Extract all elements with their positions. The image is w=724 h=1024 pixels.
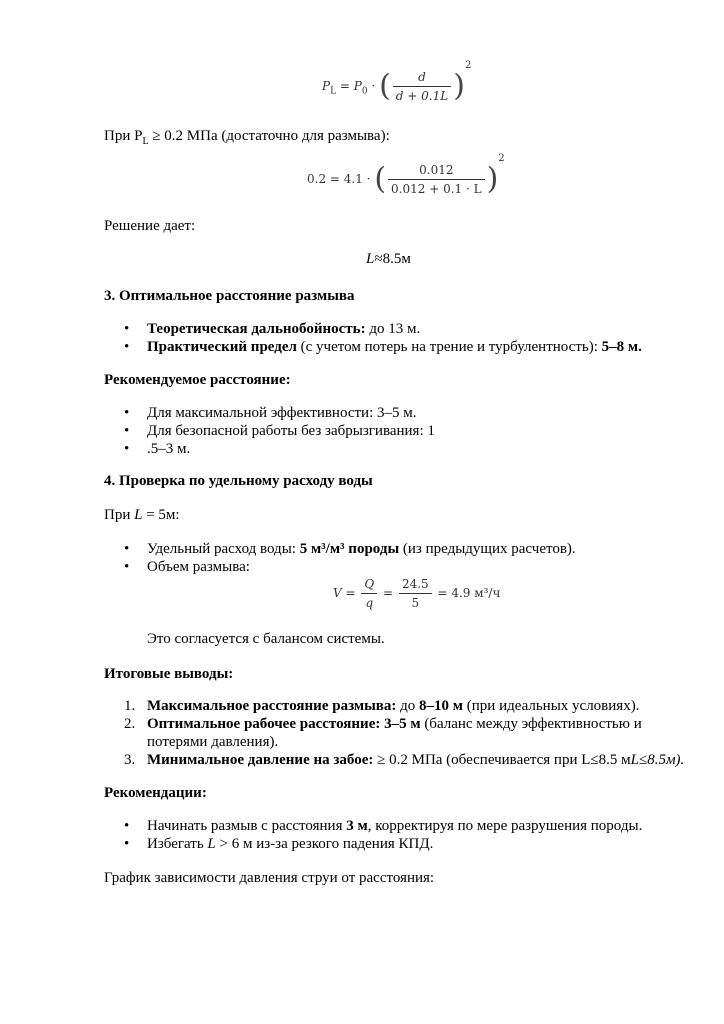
solution-label: Решение дает: [104, 218, 196, 234]
item-number: 1. [124, 698, 136, 714]
fraction-denominator: d + 0.1L [395, 89, 449, 103]
fraction-numerator: 0.012 [388, 163, 485, 180]
list-item [124, 715, 684, 733]
solution-result [366, 251, 411, 268]
item-tail: L≤8.5м). [630, 752, 685, 768]
fraction-numerator: d [393, 70, 451, 87]
item-number: 3. [124, 752, 136, 768]
item-text: Объем размыва: [147, 559, 250, 575]
formula-lhs: V = [333, 586, 356, 600]
item-bold: Практический предел [147, 339, 297, 355]
list-item [124, 404, 435, 422]
section-heading-optimal-distance: 3. Оптимальное расстояние размыва [104, 288, 355, 304]
formula-eq: = [339, 79, 350, 93]
item-text: Для безопасной работы без забрызгивания: 1 [147, 423, 435, 439]
item-text: Для максимальной эффективности: 3–5 м. [147, 405, 417, 421]
conclusions-list [124, 697, 685, 769]
recommended-distance-heading: Рекомендуемое расстояние: [104, 372, 291, 388]
list-item [124, 440, 435, 458]
item-tail: (при идеальных условиях). [463, 698, 640, 714]
list-item [124, 835, 642, 853]
list-item [124, 817, 643, 835]
optimal-distance-list [124, 320, 642, 356]
conclusions-heading: Итоговые выводы: [104, 666, 234, 682]
item-bold: Теоретическая дальнобойность: [147, 321, 366, 337]
formula-pressure-decay [322, 60, 472, 104]
text-var: L [134, 507, 143, 523]
list-item [124, 422, 435, 440]
left-paren: ( [379, 68, 391, 104]
formula-sub: 0 [361, 86, 368, 97]
item-text: , корректируя по мере разрушения породы. [367, 818, 643, 834]
item-number: 2. [124, 716, 136, 732]
formula-eq: = [383, 586, 394, 600]
formula-exponent: 2 [498, 153, 505, 164]
item-bold: Оптимальное рабочее расстояние: [147, 716, 381, 732]
fraction-denominator: 5 [411, 596, 420, 610]
result-value: ≈8.5м [374, 251, 411, 267]
chart-caption: График зависимости давления струи от расстояния: [104, 870, 435, 886]
formula-var: P [353, 79, 362, 93]
item-bold: Максимальное расстояние размыва: [147, 698, 397, 714]
item-bold: 5–8 м [601, 339, 639, 355]
item-bold: 3 м [346, 818, 368, 834]
recommendations-list [124, 817, 643, 853]
fraction-numerator: 24.5 [399, 577, 432, 594]
list-item [124, 338, 642, 356]
fraction-numerator: Q [361, 577, 377, 594]
formula-solve-L [307, 153, 505, 197]
right-paren: ) [486, 161, 499, 197]
item-text: .5–3 м. [147, 441, 191, 457]
formula-op: · [371, 79, 376, 93]
formula-sub: L [330, 86, 337, 97]
formula-fraction [399, 577, 432, 610]
section-heading-water-check: 4. Проверка по удельному расходу воды [104, 473, 373, 489]
balance-note: Это согласуется с балансом системы. [147, 631, 385, 647]
fraction-denominator: q [365, 596, 374, 610]
recommended-distance-list [124, 404, 435, 458]
bullet-icon: • [124, 321, 130, 337]
item-bold: 5 м³/м³ породы [299, 541, 400, 557]
item-text: ≥ 0.2 МПа (обеспечивается при L≤8.5 м [373, 752, 631, 768]
formula-fraction [388, 163, 485, 196]
bullet-icon: • [124, 339, 130, 355]
text-part: ≥ 0.2 МПа (достаточно для размыва): [148, 128, 390, 144]
text-part: При [104, 507, 135, 523]
formula-var: P [322, 79, 331, 93]
list-item [124, 697, 684, 715]
item-text: (из предыдущих расчетов). [399, 541, 576, 557]
item-text: Избегать [147, 836, 208, 852]
formula-exponent: 2 [464, 60, 472, 71]
result-var: L [366, 251, 375, 267]
item-text: потерями давления). [147, 734, 279, 750]
item-text: (с учетом потерь на трение и турбулентность): [296, 339, 602, 355]
bullet-icon: • [124, 541, 130, 557]
item-text: > 6 м из-за резкого падения КПД. [215, 836, 434, 852]
formula-fraction [393, 70, 451, 103]
item-text: до 13 м. [365, 321, 421, 337]
bullet-icon: • [124, 423, 130, 439]
text-part: При P [104, 128, 143, 144]
item-bold: 3–5 м [384, 716, 421, 732]
water-check-list [124, 540, 576, 576]
item-bold: 8–10 м [419, 698, 464, 714]
right-paren: ) [453, 68, 465, 104]
list-item [124, 540, 576, 558]
formula-rhs: = 4.9 м³/ч [437, 586, 501, 600]
list-item [124, 320, 642, 338]
fraction-denominator: 0.012 + 0.1 · L [391, 182, 482, 196]
item-var: L [207, 836, 216, 852]
bullet-icon: • [124, 405, 130, 421]
bullet-icon: • [124, 559, 130, 575]
recommendations-heading: Рекомендации: [104, 785, 207, 801]
item-bold: Минимальное давление на забое: [147, 752, 374, 768]
item-tail: (баланс между эффективностью и [420, 716, 642, 732]
item-text: Начинать размыв с расстояния [147, 818, 347, 834]
item-tail: . [638, 339, 642, 355]
formula-fraction [361, 577, 377, 610]
bullet-icon: • [124, 836, 130, 852]
formula-lhs: 0.2 = 4.1 · [307, 172, 371, 186]
left-paren: ( [374, 161, 387, 197]
item-text: Удельный расход воды: [147, 541, 300, 557]
list-item [147, 733, 684, 751]
item-text: до [396, 698, 420, 714]
list-item [124, 558, 576, 576]
bullet-icon: • [124, 818, 130, 834]
formula-volume [333, 577, 500, 610]
pressure-condition-text [104, 128, 390, 147]
bullet-icon: • [124, 441, 130, 457]
list-item [124, 751, 685, 769]
text-sub: L [142, 136, 149, 147]
text-part: = 5м: [142, 507, 180, 523]
check-intro [104, 507, 180, 524]
